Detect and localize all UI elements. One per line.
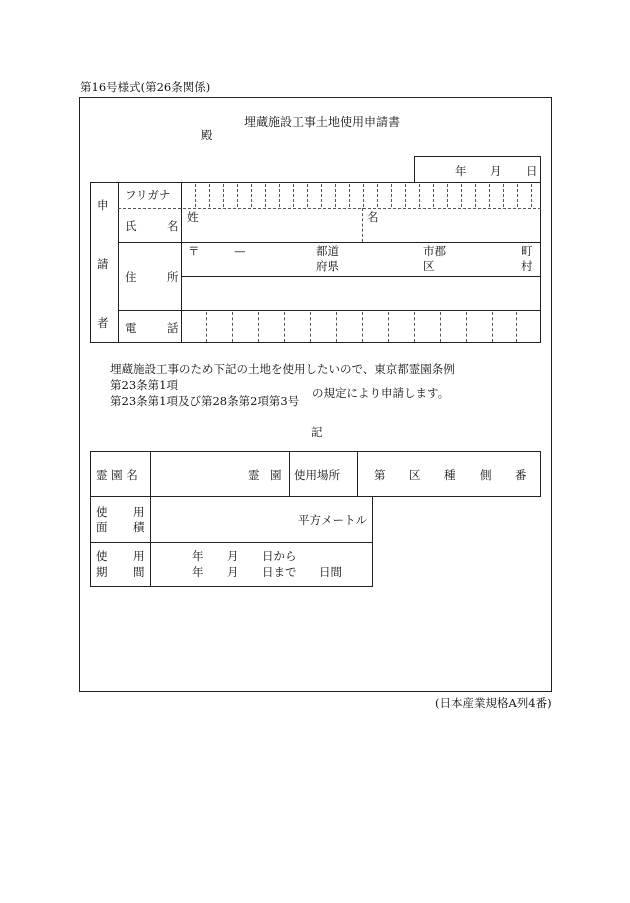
applicant-label-1: 申	[97, 198, 109, 212]
location-part-4: 側	[480, 468, 492, 482]
statement-option-1: 第23条第1項	[110, 378, 178, 392]
name-label-2: 名	[167, 219, 179, 233]
phone-tick	[258, 312, 259, 342]
location-part-1: 第	[374, 468, 386, 482]
period-to-month: 月	[227, 565, 239, 579]
period-to-year: 年	[192, 565, 204, 579]
shigun-bottom: 区	[423, 259, 435, 273]
given-name-label: 名	[367, 210, 379, 224]
furigana-tick	[461, 184, 462, 207]
phone-tick	[466, 312, 467, 342]
furigana-tick	[209, 184, 210, 207]
furigana-tick	[377, 184, 378, 207]
location-part-3: 種	[444, 468, 456, 482]
phone-tick	[362, 312, 363, 342]
furigana-tick	[307, 184, 308, 207]
furigana-tick	[265, 184, 266, 207]
furigana-tick	[419, 184, 420, 207]
details-divider-2	[357, 451, 358, 497]
name-split-line	[362, 208, 363, 242]
furigana-tick	[195, 184, 196, 207]
furigana-tick	[335, 184, 336, 207]
furigana-tick	[447, 184, 448, 207]
phone-tick	[440, 312, 441, 342]
period-from-month: 月	[227, 549, 239, 563]
form-title: 埋蔵施設工事土地使用申請書	[244, 115, 401, 129]
period-label-2b: 間	[133, 565, 145, 579]
furigana-tick	[223, 184, 224, 207]
period-from-day: 日から	[262, 549, 297, 563]
chouson-top: 町	[521, 244, 533, 258]
furigana-tick	[321, 184, 322, 207]
location-label: 使用場所	[294, 468, 340, 482]
phone-tick	[492, 312, 493, 342]
location-part-2: 区	[409, 468, 421, 482]
phone-tick	[414, 312, 415, 342]
cemetery-label: 霊 園 名	[96, 468, 138, 482]
postal-dash: —	[234, 244, 246, 258]
address-split-line	[181, 276, 541, 277]
statement-suffix: の規定により申請します。	[312, 386, 450, 400]
details-divider-1	[289, 451, 290, 497]
postal-mark: 〒	[188, 244, 200, 258]
row-line-address	[118, 310, 541, 311]
cemetery-suffix-2: 園	[270, 468, 282, 482]
area-label-2b: 積	[133, 520, 145, 534]
furigana-tick	[279, 184, 280, 207]
applicant-divider	[118, 182, 119, 343]
furigana-tick	[517, 184, 518, 207]
furigana-tick	[391, 184, 392, 207]
period-label-2a: 期	[96, 565, 108, 579]
phone-tick	[388, 312, 389, 342]
todofuken-top: 都道	[316, 244, 339, 258]
furigana-tick	[349, 184, 350, 207]
phone-tick	[516, 312, 517, 342]
furigana-tick	[433, 184, 434, 207]
surname-label: 姓	[187, 210, 199, 224]
furigana-tick	[489, 184, 490, 207]
address-label-2: 所	[167, 270, 179, 284]
statement-line: 埋蔵施設工事のため下記の土地を使用したいので、東京都霊園条例	[110, 362, 455, 376]
phone-tick	[232, 312, 233, 342]
furigana-tick	[503, 184, 504, 207]
area-label-1b: 用	[133, 505, 145, 519]
statement-option-2: 第23条第1項及び第28条第2項第3号	[110, 394, 300, 408]
shigun-top: 市郡	[423, 244, 446, 258]
addressee-suffix: 殿	[201, 128, 213, 142]
details-label-divider	[150, 451, 151, 587]
area-label-1a: 使	[96, 505, 108, 519]
period-label-1a: 使	[96, 549, 108, 563]
cemetery-suffix-1: 霊	[248, 468, 260, 482]
furigana-tick	[475, 184, 476, 207]
date-month: 月	[490, 164, 502, 178]
form-number: 第16号様式(第26条関係)	[80, 80, 211, 94]
ki-heading: 記	[311, 425, 323, 439]
chouson-bottom: 村	[521, 259, 533, 273]
furigana-tick	[237, 184, 238, 207]
area-unit: 平方メートル	[298, 513, 367, 527]
location-part-5: 番	[515, 468, 527, 482]
todofuken-bottom: 府県	[316, 259, 339, 273]
paper-size-note: (日本産業規格A列4番)	[435, 696, 552, 710]
phone-tick	[284, 312, 285, 342]
phone-tick	[310, 312, 311, 342]
date-year: 年	[455, 164, 467, 178]
period-to-day: 日まで	[262, 565, 297, 579]
period-days: 日間	[319, 565, 342, 579]
period-label-1b: 用	[133, 549, 145, 563]
date-box[interactable]	[414, 156, 541, 183]
furigana-label: フリガナ	[125, 188, 171, 202]
name-label-1: 氏	[125, 219, 137, 233]
phone-tick	[206, 312, 207, 342]
address-label-1: 住	[125, 270, 137, 284]
furigana-line	[118, 208, 541, 209]
area-label-2a: 面	[96, 520, 108, 534]
furigana-tick	[251, 184, 252, 207]
furigana-tick	[531, 184, 532, 207]
details-row-line	[90, 542, 373, 543]
phone-label-2: 話	[167, 321, 179, 335]
phone-tick	[336, 312, 337, 342]
furigana-tick	[293, 184, 294, 207]
period-from-year: 年	[192, 549, 204, 563]
furigana-tick	[363, 184, 364, 207]
date-day: 日	[526, 164, 538, 178]
applicant-label-3: 者	[97, 316, 109, 330]
furigana-tick	[405, 184, 406, 207]
row-line-name	[118, 242, 541, 243]
phone-label-1: 電	[125, 321, 137, 335]
label-divider	[181, 182, 182, 343]
applicant-label-2: 請	[97, 257, 109, 271]
